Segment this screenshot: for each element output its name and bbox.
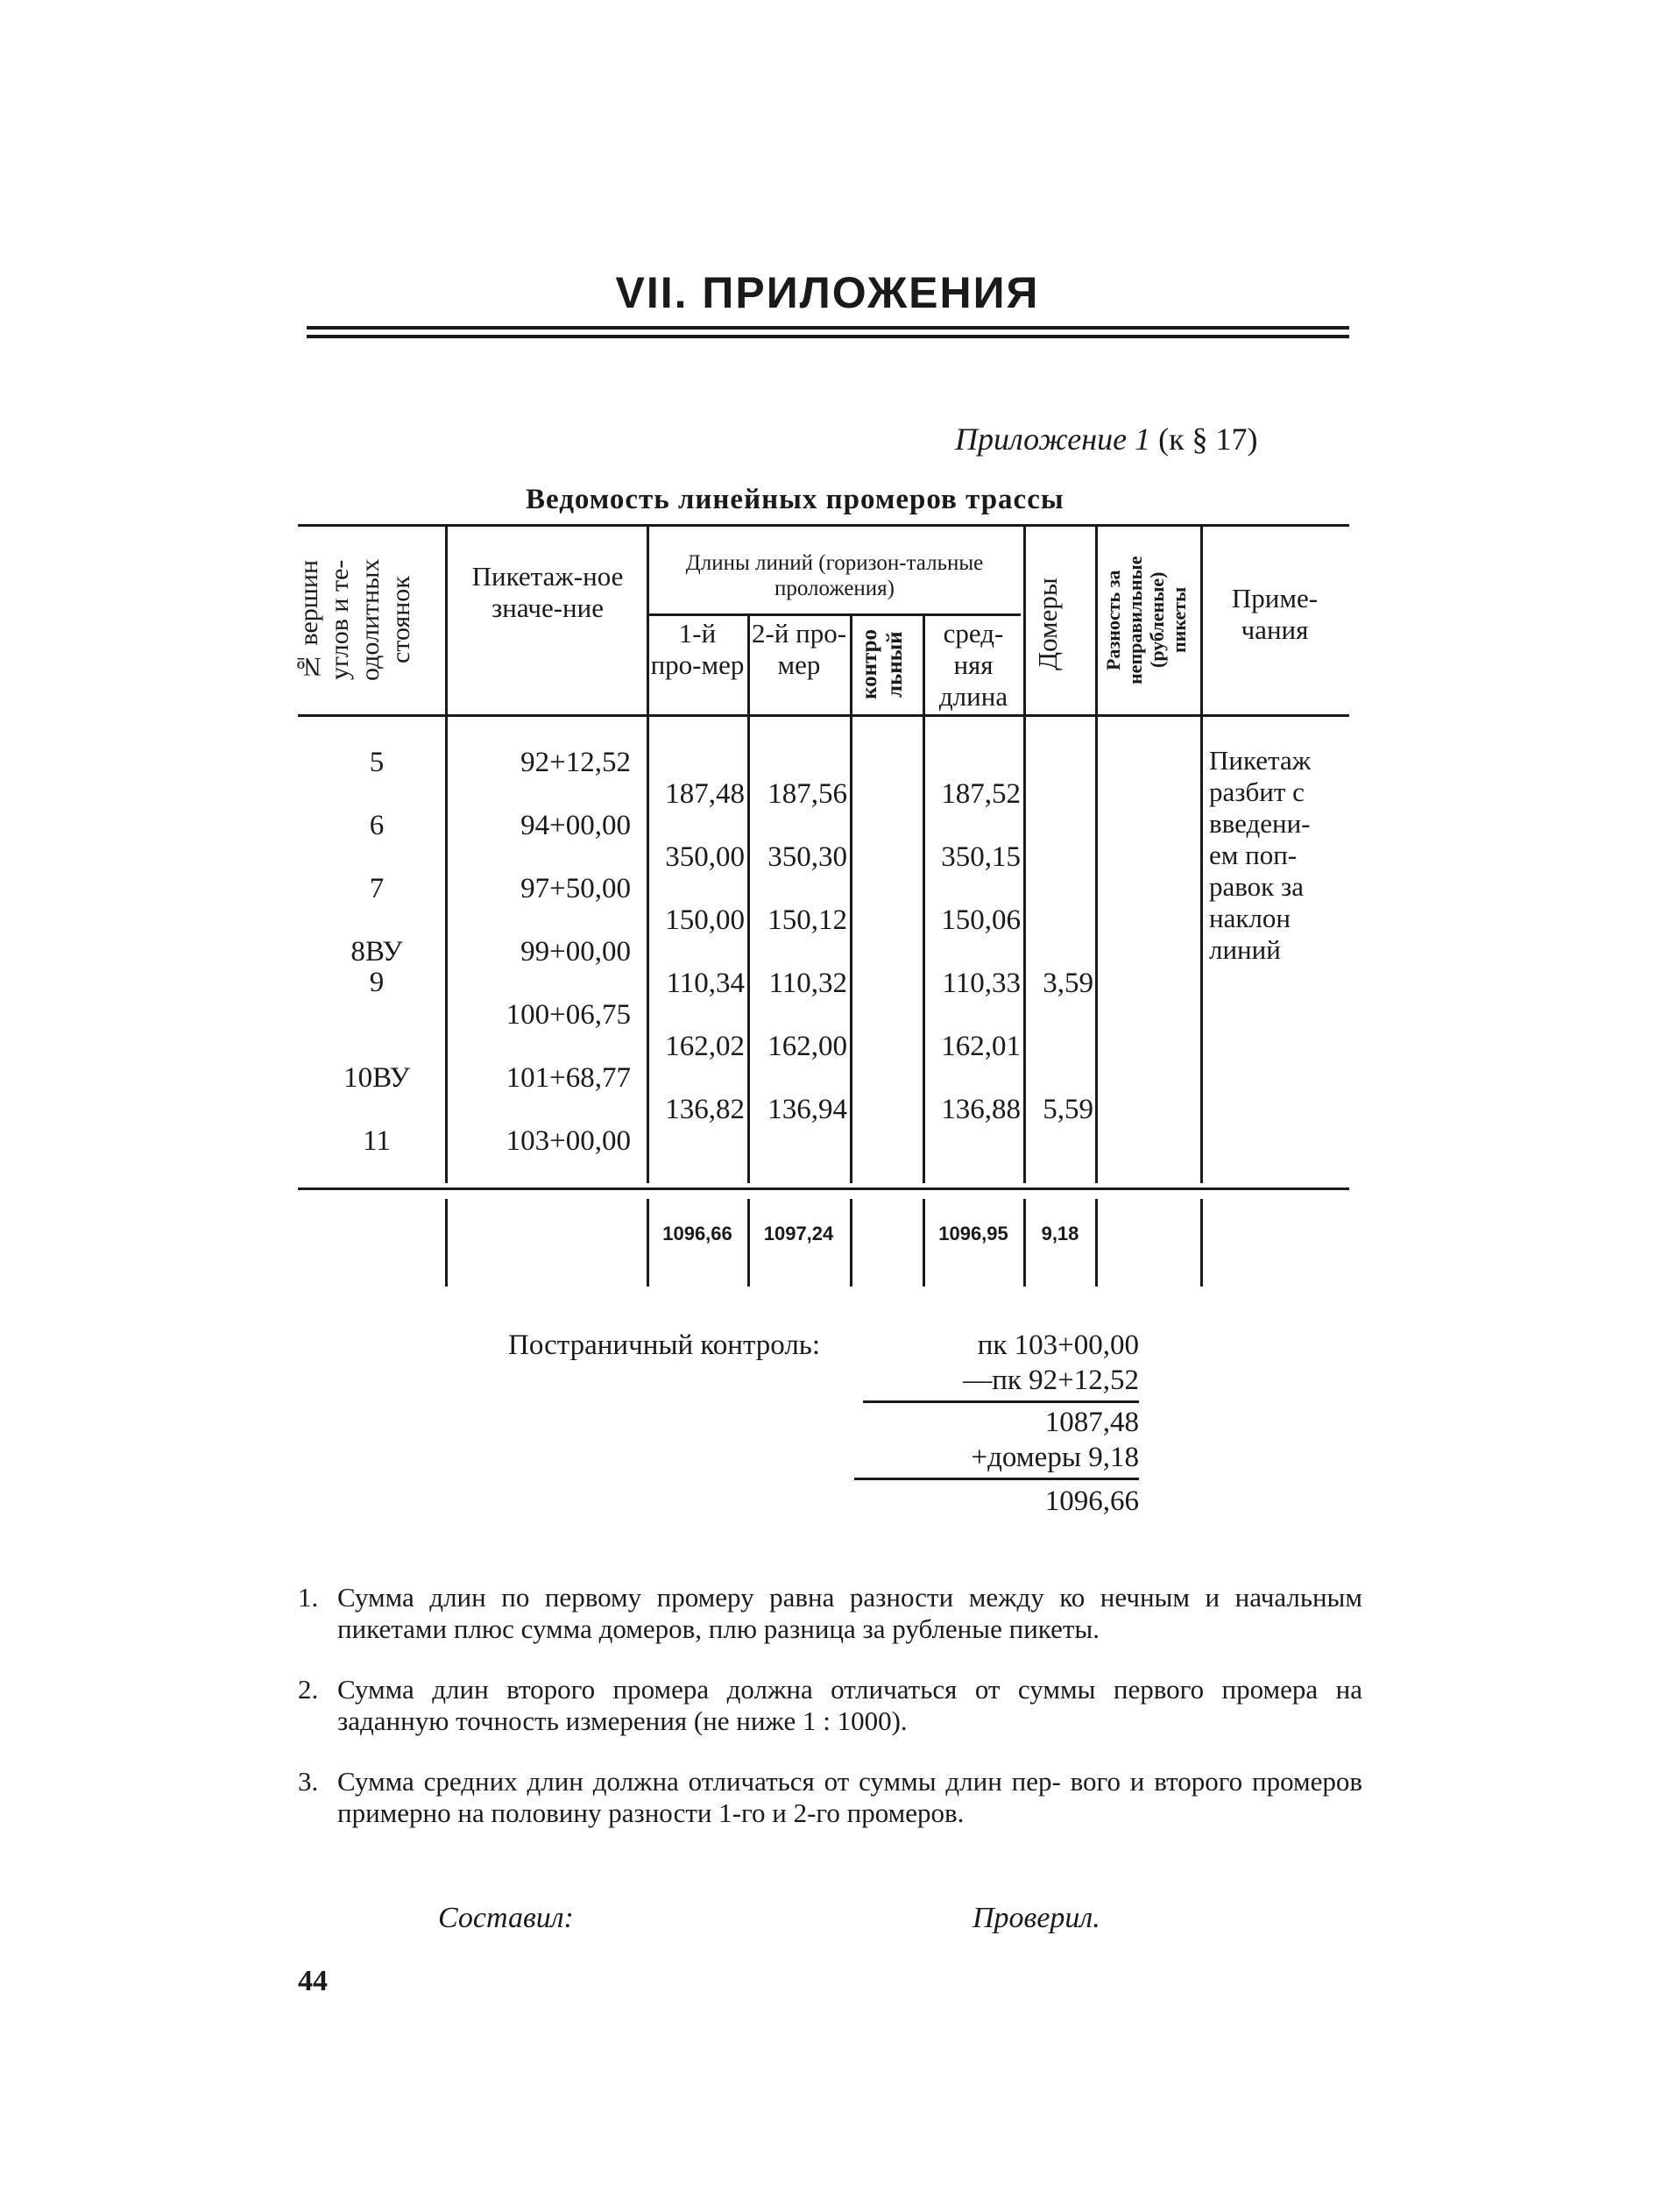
header-bottom-rule <box>298 714 1349 717</box>
note-number: 3. <box>298 1766 319 1797</box>
header-domers: Домеры <box>1032 578 1063 671</box>
page-control-rule-1 <box>863 1400 1139 1403</box>
domer-value: 3,59 <box>1043 968 1093 999</box>
first-measure: 187,48 <box>665 778 745 810</box>
picket-value: 92+12,52 <box>520 747 631 778</box>
page-control-end: пк 103+00,00 <box>977 1329 1139 1361</box>
title-rule-bottom <box>307 335 1349 338</box>
average-length: 136,88 <box>941 1094 1021 1125</box>
note-text: Сумма длин второго промера должна отличаться от суммы первого промера на заданную точность измерения (не ниже 1 : 1000). <box>337 1674 1362 1736</box>
average-length: 150,06 <box>941 904 1021 936</box>
picket-value: 94+00,00 <box>520 810 631 841</box>
second-measure: 187,56 <box>767 778 847 810</box>
total-average: 1096,95 <box>938 1223 1008 1244</box>
note-number: 1. <box>298 1582 319 1613</box>
picket-value: 103+00,00 <box>506 1125 631 1157</box>
col-divider-8 <box>1200 526 1203 1183</box>
col-divider-7 <box>1095 526 1098 1183</box>
point-number: 7 <box>369 873 385 904</box>
notes-cell-line: ем поп- <box>1209 840 1298 870</box>
page-control-label: Постраничный контроль: <box>508 1329 821 1361</box>
header-lengths-group: Длины линий (горизон-тальные проложения) <box>685 551 984 600</box>
first-measure: 136,82 <box>665 1094 745 1125</box>
picket-value: 100+06,75 <box>506 999 631 1031</box>
header-vertex-line: углов и те- <box>325 559 354 681</box>
notes-cell-line: наклон <box>1209 903 1291 933</box>
point-number: 10ВУ <box>343 1062 410 1094</box>
average-length: 110,33 <box>942 968 1021 999</box>
note-text: Сумма длин по первому промеру равна разности между ко нечным и начальным пикетами плюс сумма домеров, плю разница за рубленые пикеты. <box>337 1582 1362 1644</box>
col-divider-6 <box>1023 526 1026 1183</box>
picket-value: 99+00,00 <box>520 936 631 968</box>
compiled-label: Составил: <box>438 1902 574 1934</box>
section-title: VII. ПРИЛОЖЕНИЯ <box>615 268 1040 317</box>
page-control-domers: +домеры 9,18 <box>971 1442 1139 1473</box>
notes-cell-line: линий <box>1209 934 1281 965</box>
header-vertex <box>294 530 425 710</box>
header-diff <box>1102 530 1197 710</box>
tot-divider-4 <box>850 1199 852 1287</box>
total-domers: 9,18 <box>1041 1223 1079 1244</box>
checked-label: Проверил. <box>972 1902 1100 1934</box>
second-measure: 350,30 <box>767 841 847 873</box>
page-number: 44 <box>298 1965 328 1997</box>
point-number: 6 <box>369 810 385 841</box>
appendix-name: Приложение 1 <box>955 422 1151 457</box>
header-diff-line: Разность за <box>1102 570 1124 670</box>
second-measure: 110,32 <box>768 968 847 999</box>
point-number: 11 <box>363 1125 391 1157</box>
second-measure: 150,12 <box>767 904 847 936</box>
header-vertex-line: одолитных <box>356 558 385 682</box>
table-top-rule <box>298 524 1349 527</box>
note-text: Сумма средних длин должна отличаться от суммы длин пер- вого и второго промеров примерно на половину разности 1-го и 2-го промеров. <box>337 1766 1362 1828</box>
note-number: 2. <box>298 1674 319 1705</box>
page-control-rule-2 <box>854 1478 1139 1480</box>
second-measure: 162,00 <box>767 1031 847 1062</box>
notes-cell-line: равок за <box>1209 871 1305 902</box>
header-vertex-line: стоянок <box>386 576 415 664</box>
first-measure: 150,00 <box>665 904 745 936</box>
second-measure: 136,94 <box>767 1094 847 1125</box>
first-measure: 110,34 <box>666 968 745 999</box>
header-average: сред-няя длина <box>938 618 1008 712</box>
total-second: 1097,24 <box>763 1223 834 1244</box>
picket-value: 101+68,77 <box>506 1062 631 1094</box>
page-control-start: —пк 92+12,52 <box>963 1365 1139 1396</box>
total-first: 1096,66 <box>662 1223 732 1244</box>
note-2 <box>298 1674 1362 1737</box>
col-divider-4 <box>850 613 852 1183</box>
header-diff-line: (рубленые) <box>1146 571 1168 669</box>
tot-divider-8 <box>1200 1199 1203 1287</box>
header-first: 1-й про-мер <box>650 618 745 680</box>
header-vertex-line: № вершин <box>294 559 323 681</box>
tot-divider-7 <box>1095 1199 1098 1287</box>
note-1 <box>298 1582 1362 1645</box>
lengths-group-rule <box>648 613 1021 616</box>
notes-cell-line: разбит с <box>1209 776 1305 807</box>
notes-cell-line: Пикетаж <box>1209 745 1312 776</box>
page-control-diff: 1087,48 <box>1044 1407 1139 1438</box>
tot-divider-1 <box>445 1199 448 1287</box>
header-diff-line: неправильные <box>1124 556 1146 684</box>
header-notes: Приме-чания <box>1231 583 1319 645</box>
title-rule-top <box>307 326 1349 330</box>
totals-top-rule <box>298 1188 1349 1190</box>
point-number: 8ВУ <box>350 936 403 968</box>
note-3 <box>298 1766 1362 1829</box>
header-second: 2-й про-мер <box>751 618 847 680</box>
average-length: 187,52 <box>941 778 1021 810</box>
first-measure: 162,02 <box>665 1031 745 1062</box>
appendix-label <box>955 421 1258 457</box>
notes-cell-line: введени- <box>1209 808 1311 839</box>
header-picket: Пикетаж-ное значе-ние <box>471 561 624 623</box>
col-divider-1 <box>445 526 448 1183</box>
appendix-ref: (к § 17) <box>1158 422 1258 457</box>
page-control-total: 1096,66 <box>1044 1485 1139 1517</box>
header-control: контро льный <box>858 629 907 699</box>
point-number: 9 <box>369 967 385 998</box>
table-title: Ведомость линейных промеров трассы <box>526 484 1064 515</box>
average-length: 162,01 <box>941 1031 1021 1062</box>
header-diff-line: пикеты <box>1168 586 1190 654</box>
domer-value: 5,59 <box>1043 1094 1093 1125</box>
picket-value: 97+50,00 <box>520 873 631 904</box>
notes-cell <box>1209 745 1362 966</box>
point-number: 5 <box>369 747 385 778</box>
average-length: 350,15 <box>941 841 1021 873</box>
first-measure: 350,00 <box>665 841 745 873</box>
